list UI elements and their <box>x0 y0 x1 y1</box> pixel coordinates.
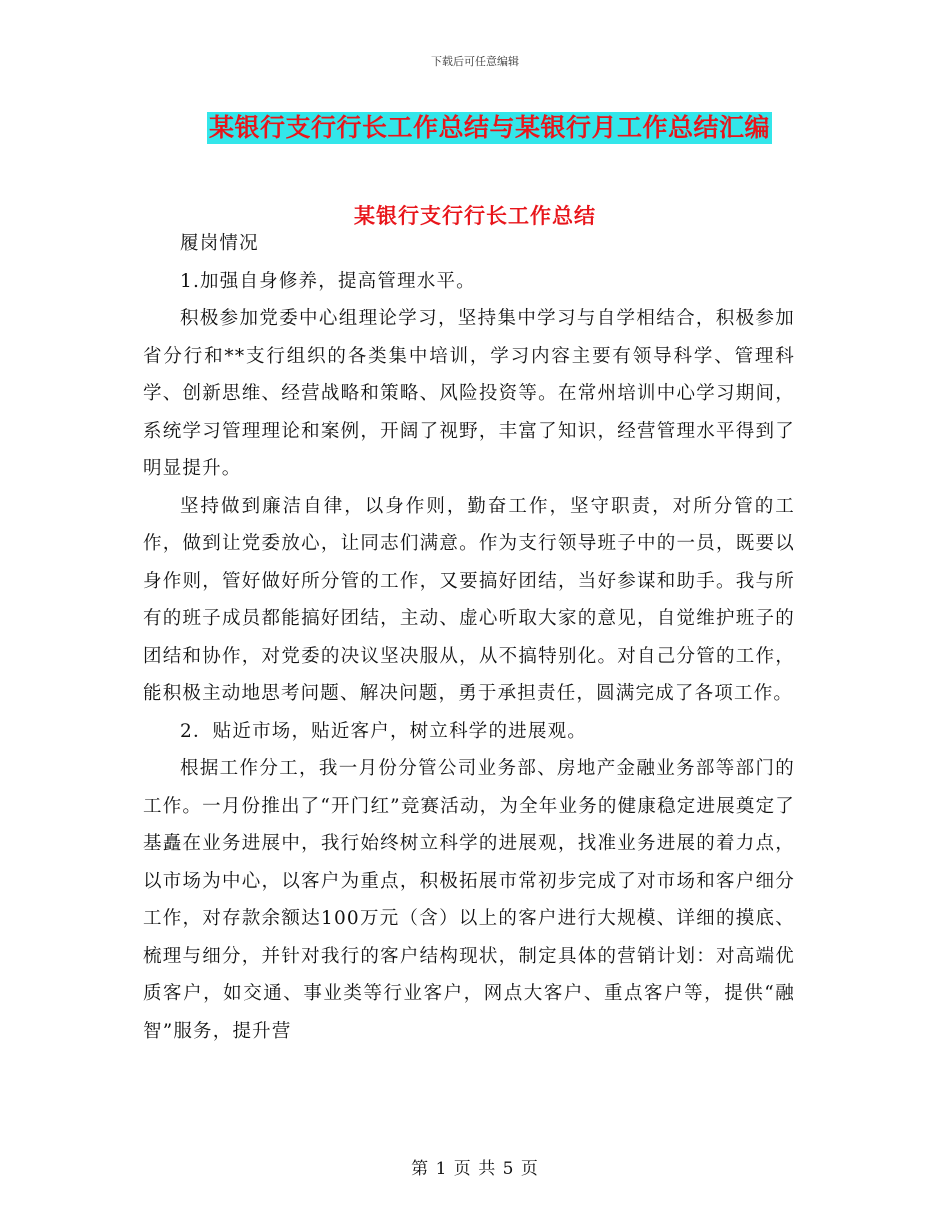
paragraph: 坚持做到廉洁自律，以身作则，勤奋工作，坚守职责，对所分管的工作，做到让党委放心，让同志们满意。作为支行领导班子中的一员，既要以身作则，管好做好所分管的工作，又要搞好团结，当好参谋和助手。我与所有的班子成员都能搞好团结，主动、虚心听取大家的意见，自觉维护班子的团结和协作，对党委的决议坚决服从，从不搞特别化。对自己分管的工作，能积极主动地思考问题、解决问题，勇于承担责任，圆满完成了各项工作。 <box>143 495 795 704</box>
document-title: 某银行支行行长工作总结与某银行月工作总结汇编 <box>209 113 771 142</box>
paragraph: 积极参加党委中心组理论学习，坚持集中学习与自学相结合，积极参加省分行和**支行组织的各类集中培训，学习内容主要有领导科学、管理科学、创新思维、经营战略和策略、风险投资等。在常州培训中心学习期间，系统学习管理理论和案例，开阔了视野，丰富了知识，经营管理水平得到了明显提升。 <box>143 308 795 479</box>
paragraph-point-2: 2．贴近市场，贴近客户，树立科学的进展观。 <box>180 720 587 742</box>
page-footer: 第 1 页 共 5 页 <box>411 1159 539 1179</box>
section-title: 某银行支行行长工作总结 <box>354 204 596 228</box>
paragraph: 根据工作分工，我一月份分管公司业务部、房地产金融业务部等部门的工作。一月份推出了“开门红”竞赛活动，为全年业务的健康稳定进展奠定了基矗在业务进展中，我行始终树立科学的进展观，找准业务进展的着力点，以市场为中心，以客户为重点，积极拓展市常初步完成了对市场和客户细分工作，对存款余额达100万元（含）以上的客户进行大规模、详细的摸底、梳理与细分，并针对我行的客户结构现状，制定具体的营销计划：对高端优质客户，如交通、事业类等行业客户，网点大客户、重点客户等，提供“融智”服务，提升营 <box>143 758 795 1042</box>
paragraph-point-1: 1.加强自身修养，提高管理水平。 <box>180 270 476 292</box>
header-note: 下载后可任意编辑 <box>431 55 519 68</box>
paragraph-subheading: 履岗情况 <box>180 233 259 254</box>
body-text <box>143 225 795 1050</box>
